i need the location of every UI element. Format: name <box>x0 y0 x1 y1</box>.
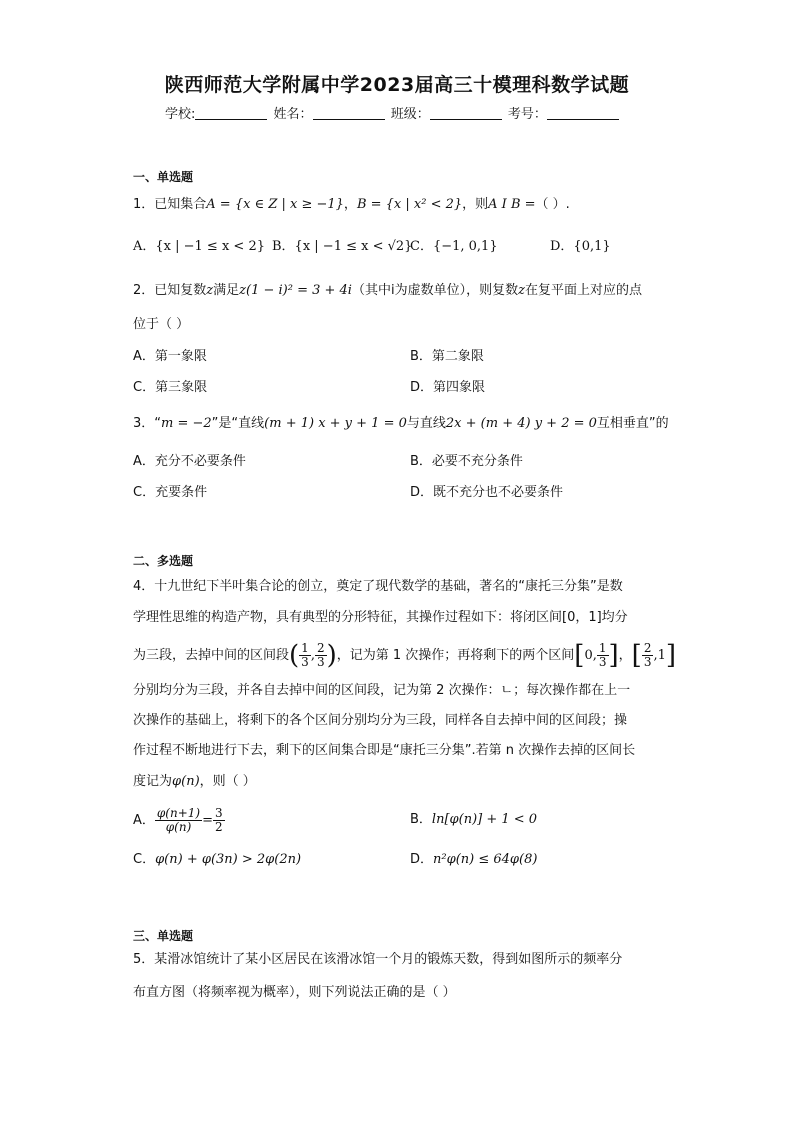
set-a: A = {x ∈ Z | x ≥ −1} <box>206 197 344 212</box>
question-4-line: 度记为φ(n)，则（ ） <box>133 774 256 789</box>
class-label: 班级： <box>390 107 430 122</box>
q1-option-b[interactable]: B．{x | −1 ≤ x < √2} <box>272 239 413 254</box>
q1-option-c[interactable]: C．{−1, 0,1} <box>410 239 498 254</box>
question-5-line: 5．某滑冰馆统计了某小区居民在该滑冰馆一个月的锻炼天数，得到如图所示的频率分 <box>133 952 623 967</box>
exam-no-label: 考号： <box>507 107 547 122</box>
name-label: 姓名： <box>273 107 313 122</box>
exam-no-blank[interactable] <box>547 106 619 120</box>
question-4-line: 为三段，去掉中间的区间段( $\frac{1}{3}$ , $\frac{2}{3}$ )，记为第 1 次操作；再将剩下的两个区间[0, $\frac{1}{3}$ ]，[ $\frac{2}{3}$ ,1] <box>133 640 677 671</box>
question-4-line: 学理性思维的构造产物，具有典型的分形特征，其操作过程如下：将闭区间[0，1]均分 <box>133 610 628 625</box>
q3-option-b[interactable]: B．必要不充分条件 <box>410 454 523 469</box>
section-heading: 二、多选题 <box>133 554 194 568</box>
q2-option-a[interactable]: A．第一象限 <box>133 349 207 364</box>
section-heading: 一、单选题 <box>133 170 194 184</box>
question-2-stem: 2．已知复数z满足z(1 − i)² = 3 + 4i（其中i为虚数单位），则复数z在复平面上对应的点 <box>133 283 642 298</box>
class-blank[interactable] <box>430 106 502 120</box>
question-1-stem: 1．已知集合A = {x ∈ Z | x ≥ −1}，B = {x | x² < 2}，则A I B =（ ）. <box>133 197 570 212</box>
set-b: B = {x | x² < 2} <box>356 197 463 212</box>
section-heading: 三、单选题 <box>133 929 194 943</box>
q4-option-d[interactable]: D．n²φ(n) ≤ 64φ(8) <box>410 852 538 867</box>
name-blank[interactable] <box>313 106 385 120</box>
q2-option-c[interactable]: C．第三象限 <box>133 380 208 395</box>
q3-option-a[interactable]: A．充分不必要条件 <box>133 454 246 469</box>
question-5-line: 布直方图（将频率视为概率），则下列说法正确的是（ ） <box>133 985 456 1000</box>
question-3-stem: 3．“m = −2”是“直线(m + 1) x + y + 1 = 0与直线2x + (m + 4) y + 2 = 0互相垂直”的 <box>133 416 669 431</box>
question-4-line: 4．十九世纪下半叶集合论的创立，奠定了现代数学的基础，著名的“康托三分集”是数 <box>133 579 623 594</box>
q1-option-d[interactable]: D．{0,1} <box>550 239 611 254</box>
q4-option-c[interactable]: C．φ(n) + φ(3n) > 2φ(2n) <box>133 852 302 867</box>
school-blank[interactable] <box>195 106 267 120</box>
school-label: 学校: <box>165 107 196 122</box>
page-title: 陕西师范大学附属中学2023届高三十模理科数学试题 <box>164 74 630 96</box>
question-4-line: 作过程不断地进行下去，剩下的区间集合即是“康托三分集”.若第 n 次操作去掉的区间长 <box>133 743 636 758</box>
q1-option-a[interactable]: A．{x | −1 ≤ x < 2} <box>133 239 265 254</box>
q3-option-c[interactable]: C．充要条件 <box>133 485 208 500</box>
student-info-line <box>165 103 621 122</box>
question-2-stem-cont: 位于（ ） <box>133 317 190 332</box>
q4-option-b[interactable]: B．ln[φ(n)] + 1 < 0 <box>410 812 538 827</box>
question-4-line: 次操作的基础上，将剩下的各个区间分别均分为三段，同样各自去掉中间的区间段；操 <box>133 713 628 728</box>
question-4-line: 分别均分为三段，并各自去掉中间的区间段，记为第 2 次操作：ㄴ；每次操作都在上一 <box>133 683 631 698</box>
q3-option-d[interactable]: D．既不充分也不必要条件 <box>410 485 564 500</box>
q2-option-b[interactable]: B．第二象限 <box>410 349 484 364</box>
q4-option-a[interactable]: A． $\frac{\varphi(n+1)}{\varphi(n)}$ = $\frac{3}{2}$ <box>133 806 223 834</box>
q2-option-d[interactable]: D．第四象限 <box>410 380 486 395</box>
